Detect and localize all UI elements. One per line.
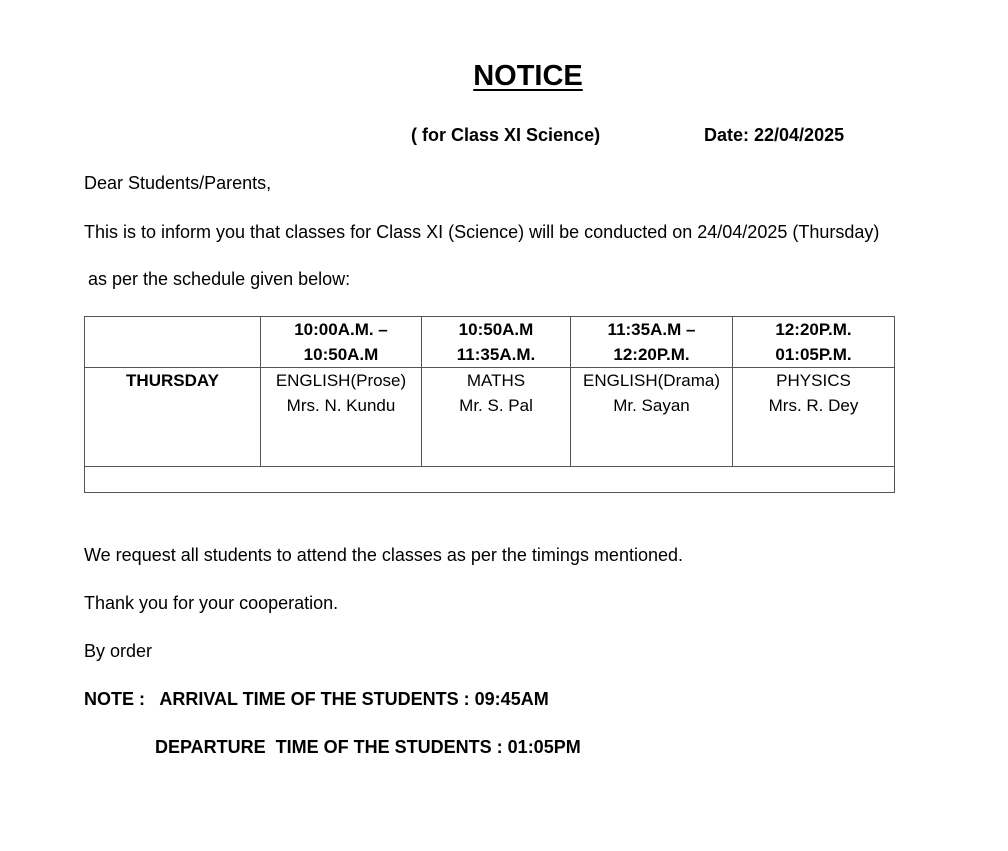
subject-name: ENGLISH(Drama) (583, 371, 720, 390)
time-end: 11:35A.M. (456, 345, 536, 364)
time-cell (733, 317, 895, 368)
teacher-name: Mr. Sayan (613, 396, 690, 415)
time-end: 01:05P.M. (775, 345, 852, 364)
departure-note: DEPARTURE TIME OF THE STUDENTS : 01:05PM (155, 737, 581, 757)
subject-cell (571, 368, 733, 467)
intro-line-2: as per the schedule given below: (88, 269, 351, 289)
empty-cell (85, 467, 895, 493)
subject-cell (261, 368, 422, 467)
time-start: 10:50A.M (458, 320, 534, 339)
by-order-text: By order (84, 641, 153, 661)
thanks-text: Thank you for your cooperation. (84, 593, 339, 613)
notice-date: Date: 22/04/2025 (704, 125, 845, 145)
teacher-name: Mrs. N. Kundu (286, 396, 396, 415)
teacher-name: Mr. S. Pal (459, 396, 533, 415)
time-end: 10:50A.M (303, 345, 379, 364)
request-text: We request all students to attend the classes as per the timings mentioned. (84, 545, 684, 565)
notice-subtitle: ( for Class XI Science) (411, 125, 601, 145)
time-end: 12:20P.M. (613, 345, 690, 364)
subject-name: MATHS (466, 371, 526, 390)
notice-title: NOTICE (473, 60, 583, 92)
greeting: Dear Students/Parents, (84, 173, 272, 193)
teacher-name: Mrs. R. Dey (768, 396, 859, 415)
time-cell (571, 317, 733, 368)
subject-name: ENGLISH(Prose) (275, 371, 407, 390)
time-start: 10:00A.M. – (294, 320, 388, 339)
subject-cell (422, 368, 571, 467)
intro-line-1: This is to inform you that classes for Class XI (Science) will be conducted on 24/04/2025 (Thursday) (84, 222, 880, 242)
schedule-table (84, 316, 895, 493)
corner-cell (85, 317, 261, 368)
time-row (85, 317, 895, 368)
time-cell (422, 317, 571, 368)
subject-name: PHYSICS (776, 371, 851, 390)
subject-row (85, 368, 895, 467)
time-start: 12:20P.M. (775, 320, 852, 339)
arrival-note: NOTE : ARRIVAL TIME OF THE STUDENTS : 09:45AM (84, 689, 549, 709)
time-start: 11:35A.M – (607, 320, 696, 339)
empty-row (85, 467, 895, 493)
day-label: THURSDAY (126, 371, 219, 390)
time-cell (261, 317, 422, 368)
subject-cell (733, 368, 895, 467)
day-cell (85, 368, 261, 467)
